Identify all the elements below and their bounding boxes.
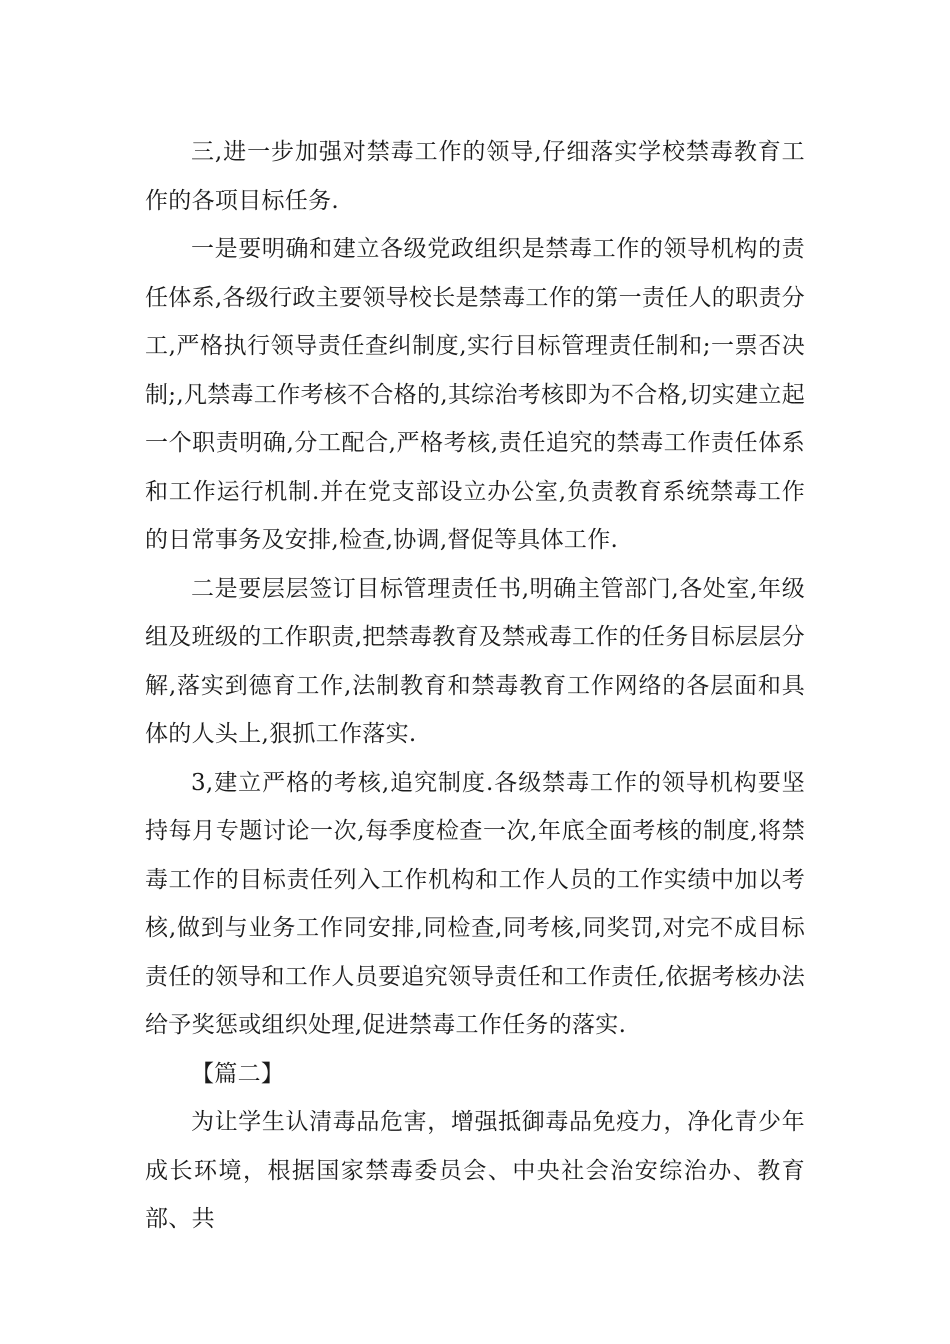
paragraph-part-two-intro: 为让学生认清毒品危害，增强抵御毒品免疫力，净化青少年成长环境，根据国家禁毒委员会、中央社会治安综治办、教育部、共 — [145, 1109, 805, 1232]
paragraph-assessment-system: 3,建立严格的考核,追究制度.各级禁毒工作的领导机构要坚持每月专题讨论一次,每季度检查一次,年底全面考核的制度,将禁毒工作的目标责任列入工作机构和工作人员的工作实绩中加以考核,做到与业务工作同安排,同检查,同考核,同奖罚,对完不成目标责任的领导和工作人员要追究领导责任和工作责任,依据考核办法给予奖惩或组织处理,促进禁毒工作任务的落实. — [145, 769, 806, 1038]
paragraph-target-responsibility: 二是要层层签订目标管理责任书,明确主管部门,各处室,年级组及班级的工作职责,把禁毒教育及禁戒毒工作的任务目标层层分解,落实到德育工作,法制教育和禁毒教育工作网络的各层面和具体的人头上,狠抓工作落实. — [145, 575, 806, 747]
paragraph-responsibility-system: 一是要明确和建立各级党政组织是禁毒工作的领导机构的责任体系,各级行政主要领导校长是禁毒工作的第一责任人的职责分工,严格执行领导责任查纠制度,实行目标管理责任制和;一票否决制;,凡禁毒工作考核不合格的,其综治考核即为不合格,切实建立起一个职责明确,分工配合,严格考核,责任追究的禁毒工作责任体系和工作运行机制.并在党支部设立办公室,负责教育系统禁毒工作的日常事务及安排,检查,协调,督促等具体工作. — [145, 236, 806, 553]
paragraph-section-three: 三,进一步加强对禁毒工作的领导,仔细落实学校禁毒教育工作的各项目标任务. — [145, 139, 805, 214]
section-heading: 【篇二】 — [191, 1060, 285, 1087]
document-body — [145, 128, 805, 1244]
